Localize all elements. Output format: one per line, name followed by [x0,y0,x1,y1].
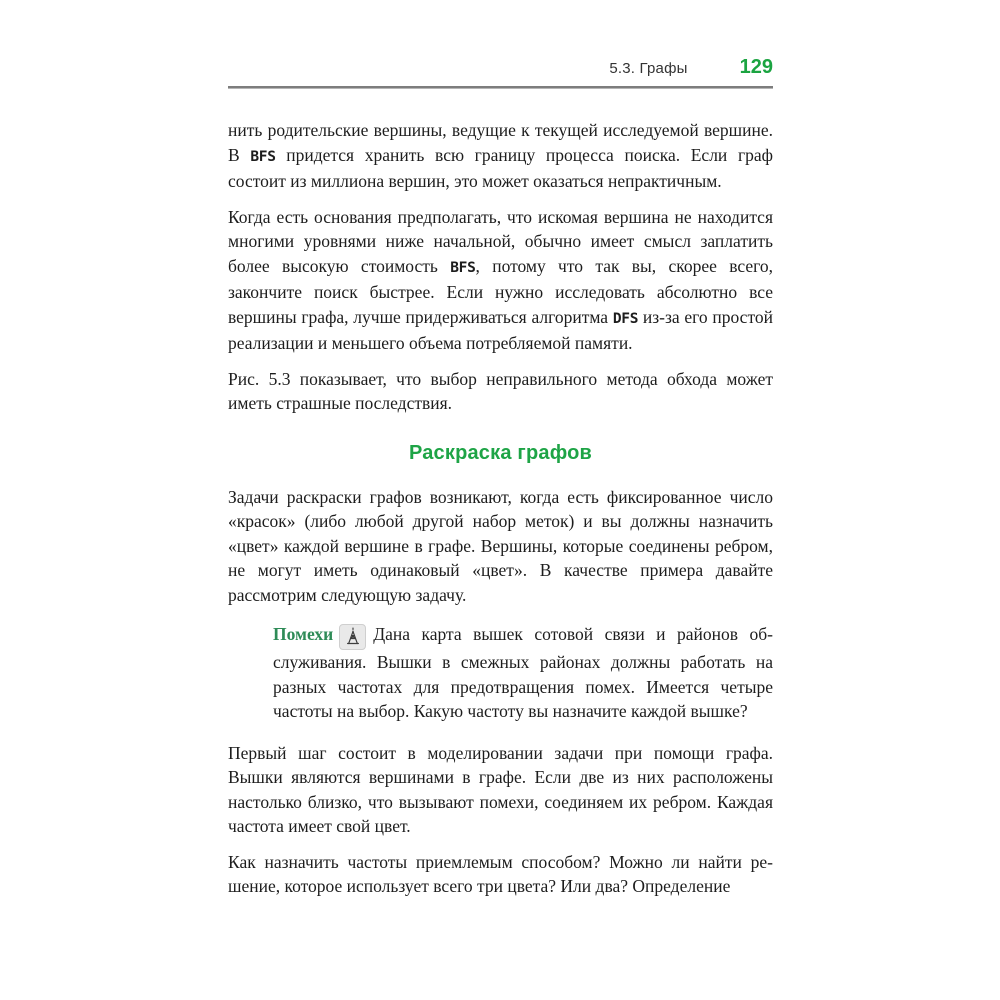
inline-code-bfs: BFS [250,148,276,165]
problem-label: Помехи [273,624,334,644]
text-run: Как назначить частоты приемлемым способом? Можно ли найти решение, которое использует всего три цвета? Или два? Определение [228,851,773,896]
page-body [228,118,773,899]
text-run: Рис. 5.3 показывает, что выбор неправильного метода обхода может иметь страшные последствия. [228,368,773,413]
text-run: нить родительские вершины, ведущие к текущей исследуемой вершине. В [228,120,773,165]
paragraph-4 [228,485,773,608]
text-run: придется хранить всю границу процесса поиска. Если граф состоит из миллиона вершин, это может оказаться непрактичным. [228,144,773,191]
inline-code-dfs: DFS [612,310,639,327]
text-column [228,56,773,899]
text-run: Когда есть основания предполагать, что искомая вершина не находится многими уровнями ниже начальной, обычно имеет смысл заплатить более высокую стоимость [228,206,773,276]
page-header [228,56,773,88]
text-run: Задачи раскраски графов возникают, когда есть фиксированное число «красок» (либо любой другой набор меток) и вы должны назначить «цвет» каждой вершине в графе. Вершины, которые соединены ребром, не могут иметь одинаковый «цвет». В качестве примера давайте рассмотрим следующую задачу. [228,486,773,605]
paragraph-5 [228,741,773,839]
inline-code-bfs: BFS [450,259,476,276]
paragraph-3 [228,367,773,416]
problem-box [273,622,773,724]
paragraph-6 [228,850,773,899]
section-heading: Раскраска графов [408,441,593,464]
text-run: , потому что так вы, скорее всего, закончите поиск быстрее. Если нужно исследовать абсолютно все вершины графа, лучше придерживаться алгоритма [228,255,774,327]
cell-tower-icon [339,624,366,650]
text-run: Первый шаг состоит в моделировании задачи при помощи графа. Вышки являются вершинами в графе. Если две из них расположены настолько близко, что вызывают помехи, соединяем их ребром. Каждая частота имеет свой цвет. [228,742,773,836]
page-number: 129 [739,56,773,78]
running-head-section: 5.3. Графы [609,60,688,77]
paragraph-2 [228,205,773,356]
text-run: Дана карта вышек сотовой связи и районов обслуживания. Вышки в смежных районах должны работать на разных частотах для предотвращения помех. Имеется четыре частоты на выбор. Какую частоту вы назначите каждой вышке? [273,624,773,721]
text-run: из-за его простой реализации и меньшего объема потребляемой памяти. [228,306,773,353]
paragraph-1 [228,118,773,194]
